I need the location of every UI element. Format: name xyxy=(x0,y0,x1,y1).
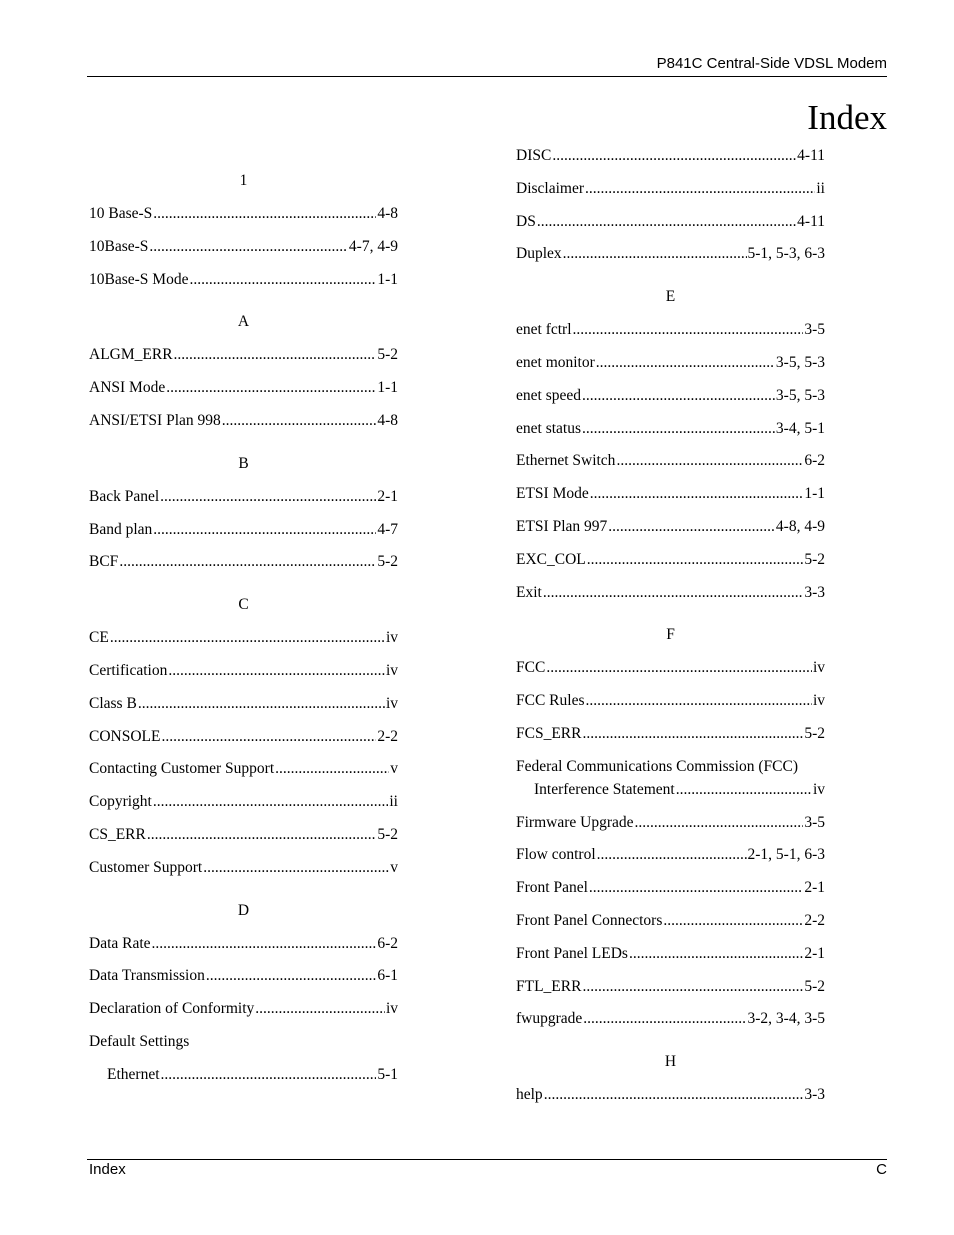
index-entry xyxy=(89,521,398,539)
dot-leader xyxy=(275,760,389,778)
index-entry-pages: iv xyxy=(812,692,825,710)
dot-leader xyxy=(168,662,385,680)
index-entry-pages: 2-2 xyxy=(804,911,825,929)
index-entry-term: Firmware Upgrade xyxy=(516,813,634,831)
index-letter-heading: D xyxy=(237,901,250,919)
index-entry-term: 10Base-S Mode xyxy=(89,270,189,288)
index-entry-term: DS xyxy=(516,212,536,230)
index-entry-pages: v xyxy=(390,760,398,778)
dot-leader xyxy=(546,659,812,677)
index-entry-pages: 6-1 xyxy=(377,967,398,985)
index-entry-term: ETSI Plan 997 xyxy=(516,517,608,535)
index-entry-term: Ethernet Switch xyxy=(516,452,616,470)
index-entry xyxy=(516,387,825,405)
index-entry-pages: 3-3 xyxy=(804,583,825,601)
index-entry-pages: 4-11 xyxy=(797,147,825,164)
index-entry-term: BCF xyxy=(89,553,119,571)
index-entry-pages: 6-2 xyxy=(377,934,398,952)
index-letter-heading: E xyxy=(665,288,676,306)
index-entry xyxy=(89,728,398,746)
index-entry-term: Certification xyxy=(89,661,168,679)
index-letter-heading: A xyxy=(237,313,250,331)
index-entry-pages: 5-2 xyxy=(804,724,825,742)
footer-page-number: C xyxy=(876,1161,887,1178)
dot-leader xyxy=(635,814,804,832)
index-entry-pages: 4-8 xyxy=(377,205,398,222)
index-entry-term: Data Transmission xyxy=(89,967,205,985)
index-entry-term: enet status xyxy=(516,419,581,437)
index-entry-pages: 5-2 xyxy=(377,553,398,571)
index-entry-term: Ethernet xyxy=(107,1065,160,1083)
index-entry xyxy=(89,205,398,223)
index-entry xyxy=(516,452,825,470)
index-entry xyxy=(516,846,825,864)
index-entry-term: Copyright xyxy=(89,793,152,811)
dot-leader xyxy=(608,518,775,536)
index-entry-term: enet speed xyxy=(516,386,581,404)
index-entry-pages: iv xyxy=(385,694,398,712)
index-entry-pages: 4-7 xyxy=(377,520,398,538)
dot-leader xyxy=(563,245,747,263)
dot-leader xyxy=(149,238,348,256)
index-entry-term: ETSI Mode xyxy=(516,485,589,503)
dot-leader xyxy=(585,180,815,198)
index-entry-term: Front Panel Connectors xyxy=(516,911,663,929)
footer-rule xyxy=(87,1159,887,1160)
dot-leader xyxy=(161,1066,377,1084)
index-entry-pages: 1-1 xyxy=(377,379,398,397)
index-entry-term: EXC_COL xyxy=(516,550,586,568)
index-entry-term: CE xyxy=(89,629,109,647)
index-entry-pages: 5-2 xyxy=(804,977,825,995)
index-entry-term: Federal Communications Commission (FCC) xyxy=(516,757,799,775)
index-entry xyxy=(516,245,825,263)
dot-leader xyxy=(153,521,376,539)
running-header: P841C Central-Side VDSL Modem xyxy=(656,55,887,72)
index-entry-term: Contacting Customer Support xyxy=(89,760,275,778)
index-entry xyxy=(516,978,825,996)
dot-leader xyxy=(573,321,804,339)
index-letter-heading: F xyxy=(666,626,675,644)
dot-leader xyxy=(676,781,812,799)
index-entry-term: FCC Rules xyxy=(516,692,585,710)
index-entry-term: Front Panel xyxy=(516,879,588,897)
dot-leader xyxy=(174,346,377,364)
index-entry xyxy=(516,584,825,602)
dot-leader xyxy=(663,912,803,930)
index-entry xyxy=(516,814,825,832)
index-entry-pages: 5-2 xyxy=(377,825,398,843)
index-entry-pages: iv xyxy=(385,629,398,647)
index-entry-term: Exit xyxy=(516,583,542,601)
index-entry-pages: 3-5, 5-3 xyxy=(775,353,825,371)
index-entry xyxy=(89,695,398,713)
index-entry xyxy=(89,238,398,256)
dot-leader xyxy=(590,485,804,503)
index-entry xyxy=(89,379,398,397)
dot-leader xyxy=(166,379,376,397)
index-entry-term: Default Settings xyxy=(89,1032,190,1050)
index-entry-pages: 3-5 xyxy=(804,321,825,339)
index-entry-term: FCS_ERR xyxy=(516,724,582,742)
index-entry-term: CONSOLE xyxy=(89,727,161,745)
index-entry xyxy=(516,354,825,372)
index-entry-pages: 3-3 xyxy=(804,1086,825,1104)
index-entry xyxy=(89,1000,398,1018)
index-entry-term: Flow control xyxy=(516,846,596,864)
index-entry xyxy=(89,1033,398,1051)
index-entry xyxy=(516,758,825,799)
dot-leader xyxy=(138,695,385,713)
index-entry xyxy=(516,692,825,710)
index-entry xyxy=(89,346,398,364)
dot-leader xyxy=(629,945,803,963)
dot-leader xyxy=(255,1000,385,1018)
dot-leader xyxy=(582,978,803,996)
dot-leader xyxy=(153,793,389,811)
index-entry-term: Class B xyxy=(89,694,137,712)
index-entry xyxy=(516,659,825,677)
dot-leader xyxy=(160,488,376,506)
index-entry xyxy=(516,1010,825,1028)
index-entry-pages: 4-7, 4-9 xyxy=(348,237,398,255)
index-entry-pages: 4-8, 4-9 xyxy=(775,517,825,535)
dot-leader xyxy=(596,354,775,372)
dot-leader xyxy=(543,584,803,602)
index-entry xyxy=(516,551,825,569)
dot-leader xyxy=(206,967,376,985)
index-entry-term: Disclaimer xyxy=(516,179,585,197)
index-entry xyxy=(516,518,825,536)
index-entry-term: Customer Support xyxy=(89,858,203,876)
index-entry-pages: iv xyxy=(385,661,398,679)
index-entry-pages: 5-2 xyxy=(377,346,398,364)
index-entry xyxy=(89,662,398,680)
index-entry-term: Front Panel LEDs xyxy=(516,944,628,962)
header-rule xyxy=(87,76,887,77)
index-entry-pages: 3-5 xyxy=(804,813,825,831)
dot-leader xyxy=(222,412,377,430)
index-entry-term: fwupgrade xyxy=(516,1010,583,1028)
dot-leader xyxy=(537,213,796,231)
index-letter-heading: 1 xyxy=(239,172,248,189)
index-entry-pages: 2-1 xyxy=(804,879,825,897)
index-entry-continuation xyxy=(516,781,825,799)
index-entry-term: Data Rate xyxy=(89,934,151,952)
index-entry-pages: 6-2 xyxy=(804,452,825,470)
index-entry-term: FTL_ERR xyxy=(516,977,582,995)
index-entry-pages: 5-1 xyxy=(377,1065,398,1083)
index-entry-term: ANSI Mode xyxy=(89,379,166,397)
index-subentry xyxy=(89,1066,398,1084)
index-entry xyxy=(89,553,398,571)
index-entry xyxy=(89,760,398,778)
index-entry xyxy=(89,826,398,844)
dot-leader xyxy=(161,728,376,746)
index-entry-pages: 3-2, 3-4, 3-5 xyxy=(747,1010,825,1028)
index-entry-pages: ii xyxy=(389,793,398,811)
dot-leader xyxy=(147,826,376,844)
index-entry xyxy=(516,879,825,897)
index-letter-heading: H xyxy=(664,1053,677,1071)
index-entry xyxy=(89,271,398,289)
index-entry-pages: 5-2 xyxy=(804,550,825,568)
footer-section-label: Index xyxy=(89,1161,126,1178)
dot-leader xyxy=(110,629,385,647)
index-entry xyxy=(89,859,398,877)
index-entry-term-continued: Interference Statement xyxy=(534,780,675,798)
dot-leader xyxy=(585,692,811,710)
index-entry xyxy=(89,488,398,506)
index-entry-pages: 1-1 xyxy=(804,485,825,503)
index-entry-term: CS_ERR xyxy=(89,825,146,843)
index-entry xyxy=(516,912,825,930)
dot-leader xyxy=(582,725,803,743)
index-entry-pages: iv xyxy=(385,1000,398,1018)
dot-leader xyxy=(616,452,803,470)
index-entry-pages: 2-2 xyxy=(377,727,398,745)
index-entry-term: ALGM_ERR xyxy=(89,346,173,364)
index-entry-term: Band plan xyxy=(89,520,153,538)
index-entry-term: enet monitor xyxy=(516,353,595,371)
index-entry-term: Back Panel xyxy=(89,487,160,505)
index-letter-heading: B xyxy=(238,454,249,472)
dot-leader xyxy=(189,271,376,289)
dot-leader xyxy=(597,846,747,864)
index-entry-pages: ii xyxy=(816,179,825,197)
index-entry xyxy=(516,1086,825,1104)
index-entry xyxy=(516,147,825,165)
index-entry-pages: 3-4, 5-1 xyxy=(775,419,825,437)
index-entry xyxy=(516,213,825,231)
index-entry xyxy=(89,412,398,430)
index-entry-pages: 2-1 xyxy=(377,487,398,505)
index-entry-pages: 3-5, 5-3 xyxy=(775,386,825,404)
index-entry-term: ANSI/ETSI Plan 998 xyxy=(89,411,221,429)
index-entry-pages: iv xyxy=(812,780,825,798)
index-entry xyxy=(516,321,825,339)
index-entry-term: Declaration of Conformity xyxy=(89,1000,255,1018)
page-title: Index xyxy=(807,98,887,137)
index-entry-term: 10 Base-S xyxy=(89,205,153,222)
index-entry xyxy=(516,945,825,963)
dot-leader xyxy=(589,879,803,897)
dot-leader xyxy=(552,147,796,165)
index-entry xyxy=(516,420,825,438)
index-entry xyxy=(89,967,398,985)
index-column-left xyxy=(89,162,398,1099)
index-entry-term: Duplex xyxy=(516,245,562,263)
dot-leader xyxy=(153,205,376,223)
index-entry-pages: 1-1 xyxy=(377,270,398,288)
index-entry-pages: 5-1, 5-3, 6-3 xyxy=(747,245,825,263)
index-entry-term: help xyxy=(516,1086,543,1104)
dot-leader xyxy=(582,387,775,405)
index-entry xyxy=(516,180,825,198)
dot-leader xyxy=(119,553,376,571)
index-entry xyxy=(89,935,398,953)
index-letter-heading: C xyxy=(238,596,249,614)
index-entry-pages: v xyxy=(390,858,398,876)
dot-leader xyxy=(544,1086,804,1104)
index-entry-term: DISC xyxy=(516,147,552,164)
index-entry xyxy=(516,725,825,743)
index-column-right xyxy=(516,147,825,1119)
index-entry-term: 10Base-S xyxy=(89,237,149,255)
dot-leader xyxy=(152,935,377,953)
index-entry xyxy=(89,793,398,811)
dot-leader xyxy=(583,1010,746,1028)
index-entry-term: enet fctrl xyxy=(516,321,572,339)
dot-leader xyxy=(582,420,775,438)
dot-leader xyxy=(203,859,389,877)
index-entry-pages: 2-1, 5-1, 6-3 xyxy=(747,846,825,864)
index-entry-pages: 2-1 xyxy=(804,944,825,962)
index-entry xyxy=(516,485,825,503)
index-entry-term: FCC xyxy=(516,659,546,677)
dot-leader xyxy=(587,551,804,569)
index-entry-pages: 4-8 xyxy=(377,411,398,429)
index-entry xyxy=(89,629,398,647)
index-entry-pages: iv xyxy=(812,659,825,677)
index-entry-pages: 4-11 xyxy=(797,212,825,230)
